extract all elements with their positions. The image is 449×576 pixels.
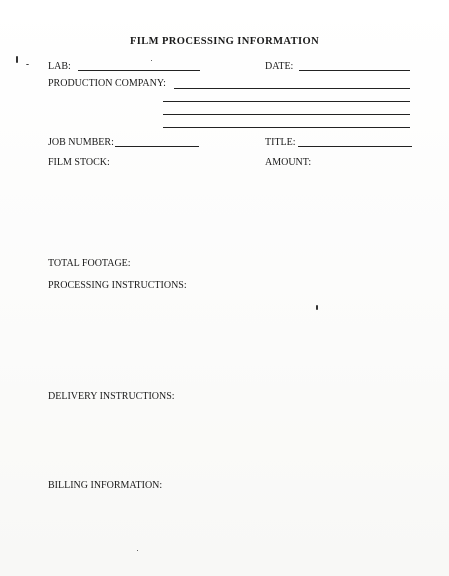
lab-field-line[interactable] [78,70,200,71]
form-title: FILM PROCESSING INFORMATION [129,36,320,47]
scan-speck [26,64,29,65]
scan-speck [16,56,18,63]
production-company-line-2[interactable] [163,101,410,102]
production-company-line-3[interactable] [163,114,410,115]
delivery-instructions-label: DELIVERY INSTRUCTIONS: [48,391,175,402]
total-footage-label: TOTAL FOOTAGE: [48,258,131,269]
scan-speck [137,550,138,551]
production-company-label: PRODUCTION COMPANY: [48,78,166,89]
scan-speck [316,305,318,310]
amount-label: AMOUNT: [265,157,312,168]
lab-label: LAB: [48,61,71,72]
processing-instructions-label: PROCESSING INSTRUCTIONS: [48,280,187,291]
billing-information-label: BILLING INFORMATION: [48,480,163,491]
title-label: TITLE: [265,137,296,148]
scan-speck [151,60,152,61]
film-stock-label: FILM STOCK: [48,157,110,168]
date-field-line[interactable] [299,70,410,71]
date-label: DATE: [265,61,294,72]
production-company-line-1[interactable] [174,88,410,89]
production-company-line-4[interactable] [163,127,410,128]
job-number-label: JOB NUMBER: [48,137,114,148]
job-number-field-line[interactable] [115,146,199,147]
title-field-line[interactable] [298,146,412,147]
